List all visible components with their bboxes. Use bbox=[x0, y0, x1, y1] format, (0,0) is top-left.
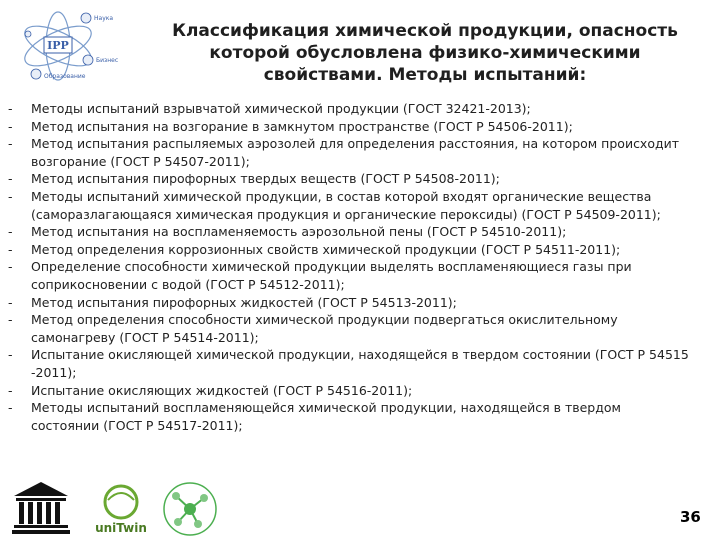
list-item-text: Методы испытаний воспламеняющейся химической продукции, находящейся в твердом bbox=[31, 400, 621, 416]
unesco-logo bbox=[10, 480, 72, 538]
slide-title-line: свойствами. Методы испытаний: bbox=[263, 65, 587, 85]
list-bullet: - bbox=[8, 241, 13, 257]
list-item bbox=[8, 118, 708, 136]
molecule-logo bbox=[160, 480, 220, 538]
list-bullet: - bbox=[8, 136, 13, 152]
list-item bbox=[8, 241, 708, 259]
list-item bbox=[8, 399, 708, 434]
list-item-text: возгорание (ГОСТ Р 54507-2011); bbox=[31, 153, 250, 169]
list-item bbox=[8, 170, 708, 188]
list-item-text: (саморазлагающаяся химическая продукция и органические пероксиды) (ГОСТ Р 54509-2011); bbox=[31, 206, 661, 222]
list-bullet: - bbox=[8, 382, 13, 398]
ipr-logo bbox=[14, 4, 134, 86]
list-bullet: - bbox=[8, 101, 13, 116]
slide-title bbox=[150, 20, 700, 86]
list-item-text: самонагреву (ГОСТ Р 54514-2011); bbox=[31, 329, 259, 345]
list-item-text: Определение способности химической продукции выделять воспламеняющиеся газы при bbox=[31, 259, 632, 275]
slide-title-line: которой обусловлена физико-химическими bbox=[209, 43, 641, 63]
list-item-text: Метод определения способности химической продукции подвергаться окислительному bbox=[31, 312, 618, 328]
ipr-logo-label-education: Образование bbox=[44, 73, 86, 80]
page-number: 36 bbox=[680, 508, 701, 526]
list-item bbox=[8, 382, 708, 400]
list-item-text: Метод испытания распыляемых аэрозолей для определения расстояния, на котором происходит bbox=[31, 136, 680, 152]
slide-title-line: Классификация химической продукции, опасность bbox=[172, 21, 678, 41]
list-item-text: Методы испытаний взрывчатой химической продукции (ГОСТ 32421-2013); bbox=[31, 101, 531, 116]
list-item-text: состоянии (ГОСТ Р 54517-2011); bbox=[31, 417, 243, 433]
list-bullet: - bbox=[8, 188, 13, 204]
ipr-logo-text: IPP bbox=[47, 39, 69, 52]
list-item bbox=[8, 258, 708, 293]
list-item bbox=[8, 223, 708, 241]
list-item-text: Метод испытания пирофорных твердых веществ (ГОСТ Р 54508-2011); bbox=[31, 171, 500, 187]
unitwin-logo-text: uniTwin bbox=[95, 521, 147, 535]
list-bullet: - bbox=[8, 312, 13, 328]
list-item-text: Метод определения коррозионных свойств химической продукции (ГОСТ Р 54511-2011); bbox=[31, 241, 621, 257]
list-item bbox=[8, 294, 708, 312]
ipr-logo-label-science: Наука bbox=[94, 15, 114, 22]
list-bullet: - bbox=[8, 259, 13, 275]
list-item-text: Метод испытания на воспламеняемость аэрозольной пены (ГОСТ Р 54510-2011); bbox=[31, 224, 567, 240]
list-item bbox=[8, 346, 708, 381]
list-bullet: - bbox=[8, 171, 13, 187]
list-item bbox=[8, 311, 708, 346]
list-bullet: - bbox=[8, 224, 13, 240]
test-methods-list bbox=[8, 100, 708, 434]
list-item-text: соприкосновении с водой (ГОСТ Р 54512-2011); bbox=[31, 276, 345, 292]
list-item-text: Метод испытания на возгорание в замкнутом пространстве (ГОСТ Р 54506-2011); bbox=[31, 118, 573, 134]
list-bullet: - bbox=[8, 118, 13, 134]
list-item bbox=[8, 100, 708, 118]
list-item bbox=[8, 135, 708, 170]
unitwin-logo bbox=[90, 482, 152, 536]
list-bullet: - bbox=[8, 347, 13, 363]
list-item-text: Методы испытаний химической продукции, в состав которой входят органические вещества bbox=[31, 188, 652, 204]
list-bullet: - bbox=[8, 400, 13, 416]
list-bullet: - bbox=[8, 294, 13, 310]
list-item-text: Испытание окисляющих жидкостей (ГОСТ Р 54516-2011); bbox=[31, 382, 413, 398]
list-item-text: Испытание окисляющей химической продукции, находящейся в твердом состоянии (ГОСТ Р 54515 bbox=[31, 347, 689, 363]
list-item-text: -2011); bbox=[31, 364, 77, 380]
ipr-logo-label-business: Бизнес bbox=[96, 57, 119, 64]
list-item-text: Метод испытания пирофорных жидкостей (ГОСТ Р 54513-2011); bbox=[31, 294, 457, 310]
list-item bbox=[8, 188, 708, 223]
